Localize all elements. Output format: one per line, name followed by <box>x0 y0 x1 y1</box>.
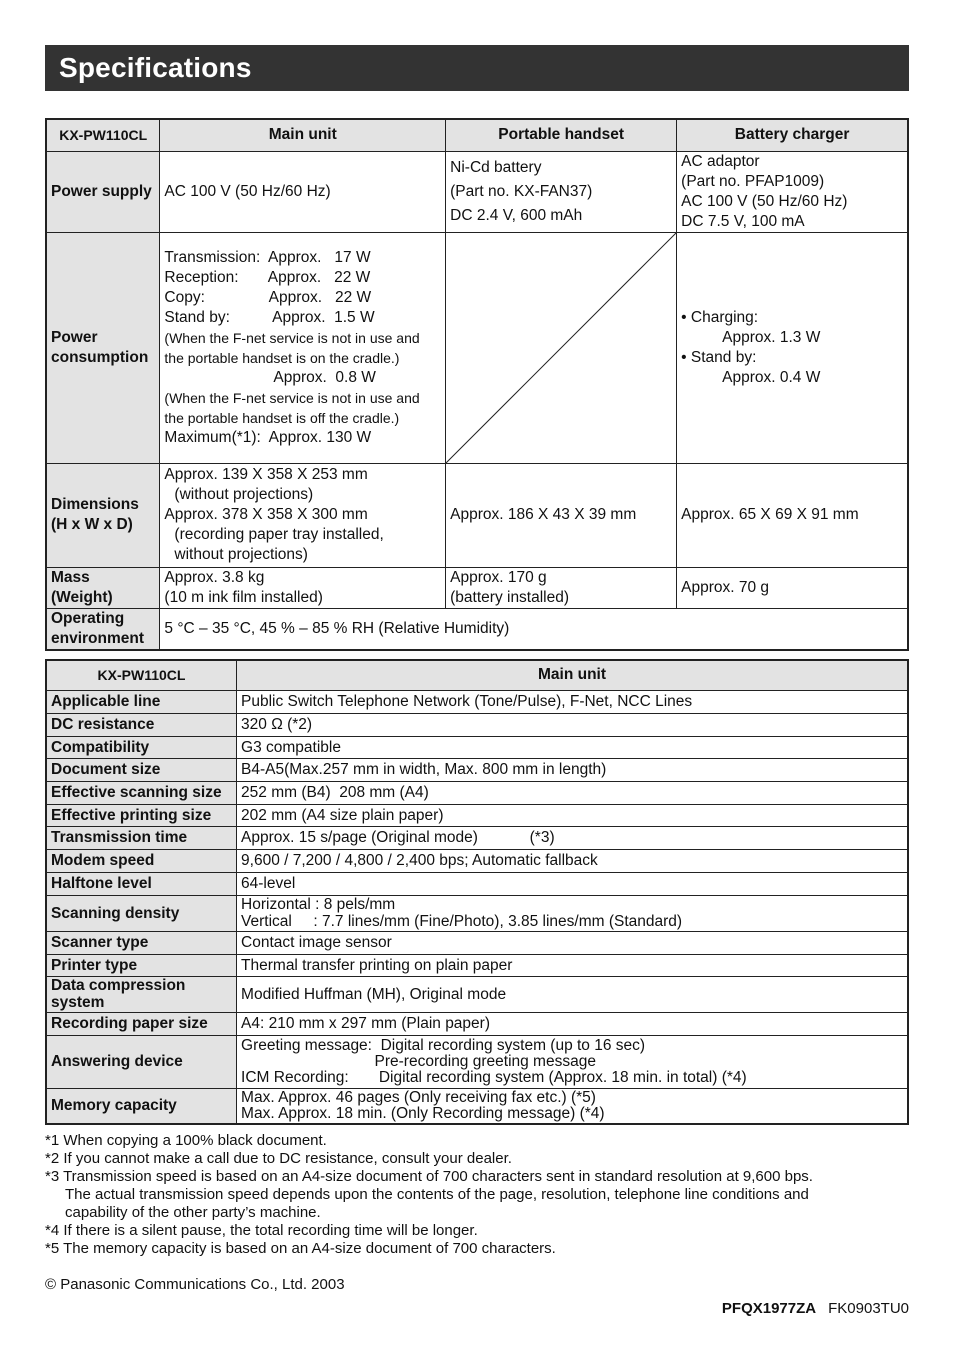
dimensions-charger: Approx. 65 X 69 X 91 mm <box>677 463 908 567</box>
model-header: KX-PW110CL <box>46 119 160 151</box>
table-row <box>46 567 908 608</box>
footnote-1: *1 When copying a 100% black document. <box>45 1132 327 1149</box>
footnotes <box>45 1132 909 1258</box>
environment-value: 5 °C – 35 °C, 45 % – 85 % RH (Relative Humidity) <box>160 608 908 650</box>
row-value: G3 compatible <box>237 736 908 758</box>
table-row <box>46 713 908 736</box>
footnote-2: *2 If you cannot make a call due to DC resistance, consult your dealer. <box>45 1150 512 1167</box>
dimensions-label: Dimensions (H x W x D) <box>46 463 160 567</box>
power-supply-label: Power supply <box>46 151 160 232</box>
spec-table-units <box>45 118 909 651</box>
row-label: Modem speed <box>46 849 237 872</box>
table-row <box>46 872 908 895</box>
table-row <box>46 690 908 713</box>
document-code <box>722 1300 909 1317</box>
dimensions-main: Approx. 139 X 358 X 253 mm (without projections) Approx. 378 X 358 X 300 mm (recording paper tray installed, without projections) <box>160 463 446 567</box>
table-row <box>46 608 908 650</box>
model-header: KX-PW110CL <box>46 660 237 690</box>
row-value: 320 Ω (*2) <box>237 713 908 736</box>
power-supply-charger: AC adaptor (Part no. PFAP1009) AC 100 V (50 Hz/60 Hz) DC 7.5 V, 100 mA <box>677 151 908 232</box>
memory-capacity-value: Max. Approx. 46 pages (Only receiving fax etc.) (*5) Max. Approx. 18 min. (Only Recording message) (*4) <box>237 1088 908 1124</box>
dimensions-handset: Approx. 186 X 43 X 39 mm <box>446 463 677 567</box>
mass-main: Approx. 3.8 kg (10 m ink film installed) <box>160 567 446 608</box>
footnote-3-continued: capability of the other party’s machine. <box>65 1204 321 1221</box>
table-header-row <box>46 660 908 690</box>
page-title-bar <box>45 45 909 91</box>
scanning-density-value: Horizontal : 8 pels/mm Vertical : 7.7 lines/mm (Fine/Photo), 3.85 lines/mm (Standard) <box>237 895 908 931</box>
row-label: Effective printing size <box>46 804 237 826</box>
row-value: 202 mm (A4 size plain paper) <box>237 804 908 826</box>
main-unit-header: Main unit <box>160 119 446 151</box>
table-row <box>46 781 908 804</box>
not-applicable-cell <box>446 232 677 463</box>
table-row <box>46 232 908 463</box>
footnote-5: *5 The memory capacity is based on an A4-size document of 700 characters. <box>45 1240 556 1257</box>
power-supply-handset: Ni-Cd battery (Part no. KX-FAN37) DC 2.4 V, 600 mAh <box>446 151 677 232</box>
row-value: 9,600 / 7,200 / 4,800 / 2,400 bps; Automatic fallback <box>237 849 908 872</box>
table-row <box>46 849 908 872</box>
table-header-row <box>46 119 908 151</box>
row-label: Effective scanning size <box>46 781 237 804</box>
portable-handset-header: Portable handset <box>446 119 677 151</box>
document-part-number: PFQX1977ZA <box>721 1300 817 1317</box>
power-consumption-label: Power consumption <box>46 232 160 463</box>
spec-table-main-unit <box>45 659 909 1125</box>
mass-handset: Approx. 170 g (battery installed) <box>446 567 677 608</box>
row-value: 64-level <box>237 872 908 895</box>
table-row <box>46 931 908 954</box>
row-value: Public Switch Telephone Network (Tone/Pulse), F-Net, NCC Lines <box>237 690 908 713</box>
recording-paper-value: A4: 210 mm x 297 mm (Plain paper) <box>237 1012 908 1035</box>
answering-device-label: Answering device <box>46 1035 237 1088</box>
row-value: Thermal transfer printing on plain paper <box>237 954 908 976</box>
table-row <box>46 736 908 758</box>
battery-charger-header: Battery charger <box>677 119 908 151</box>
recording-paper-label: Recording paper size <box>46 1012 237 1035</box>
memory-capacity-label: Memory capacity <box>46 1088 237 1124</box>
row-label: Transmission time <box>46 826 237 849</box>
main-unit-header: Main unit <box>237 660 908 690</box>
data-compression-value: Modified Huffman (MH), Original mode <box>237 976 908 1012</box>
row-label: Compatibility <box>46 736 237 758</box>
power-consumption-charger: • Charging: Approx. 1.3 W • Stand by: Approx. 0.4 W <box>677 232 908 463</box>
row-label: Applicable line <box>46 690 237 713</box>
mass-label: Mass (Weight) <box>46 567 160 608</box>
row-label: Halftone level <box>46 872 237 895</box>
row-label: Printer type <box>46 954 237 976</box>
table-row <box>46 1088 908 1124</box>
footnote-4: *4 If there is a silent pause, the total recording time will be longer. <box>45 1222 478 1239</box>
table-row <box>46 895 908 931</box>
row-value: 252 mm (B4) 208 mm (A4) <box>237 781 908 804</box>
diagonal-slash <box>446 233 676 463</box>
document-print-code: FK0903TU0 <box>828 1300 909 1317</box>
table-row <box>46 976 908 1012</box>
footnote-3-continued: The actual transmission speed depends upon the contents of the page, resolution, telephone line conditions and <box>65 1186 809 1203</box>
table-row <box>46 826 908 849</box>
row-value: Approx. 15 s/page (Original mode) (*3) <box>237 826 908 849</box>
answering-device-value: Greeting message: Digital recording system (up to 16 sec) Pre-recording greeting message ICM Recording: Digital recording system (Approx. 18 min. in total) (*4) <box>237 1035 908 1088</box>
row-label: Document size <box>46 758 237 781</box>
row-value: B4-A5(Max.257 mm in width, Max. 800 mm in length) <box>237 758 908 781</box>
table-row <box>46 1035 908 1088</box>
scanning-density-label: Scanning density <box>46 895 237 931</box>
mass-charger: Approx. 70 g <box>677 567 908 608</box>
table-row <box>46 804 908 826</box>
copyright-notice: © Panasonic Communications Co., Ltd. 2003 <box>45 1276 345 1293</box>
row-label: Scanner type <box>46 931 237 954</box>
row-value: Contact image sensor <box>237 931 908 954</box>
data-compression-label: Data compression system <box>46 976 237 1012</box>
power-consumption-main: Transmission: Approx. 17 W Reception: Approx. 22 W Copy: Approx. 22 W Stand by: Approx. 1.5 W (When the F-net service is not in use and the portable handset is on the cradle.) Approx. 0.8 W (When the F-net service is not in use and the portable handset is off the cradle.) Maximum(*1): Approx. 130 W <box>160 232 446 463</box>
power-supply-main: AC 100 V (50 Hz/60 Hz) <box>160 151 446 232</box>
table-row <box>46 1012 908 1035</box>
table-row <box>46 954 908 976</box>
table-row <box>46 758 908 781</box>
table-row <box>46 463 908 567</box>
environment-label: Operating environment <box>46 608 160 650</box>
row-label: DC resistance <box>46 713 237 736</box>
page-title: Specifications <box>59 52 252 83</box>
table-row <box>46 151 908 232</box>
footnote-3: *3 Transmission speed is based on an A4-size document of 700 characters sent in standard resolution at 9,600 bps. <box>45 1168 813 1185</box>
